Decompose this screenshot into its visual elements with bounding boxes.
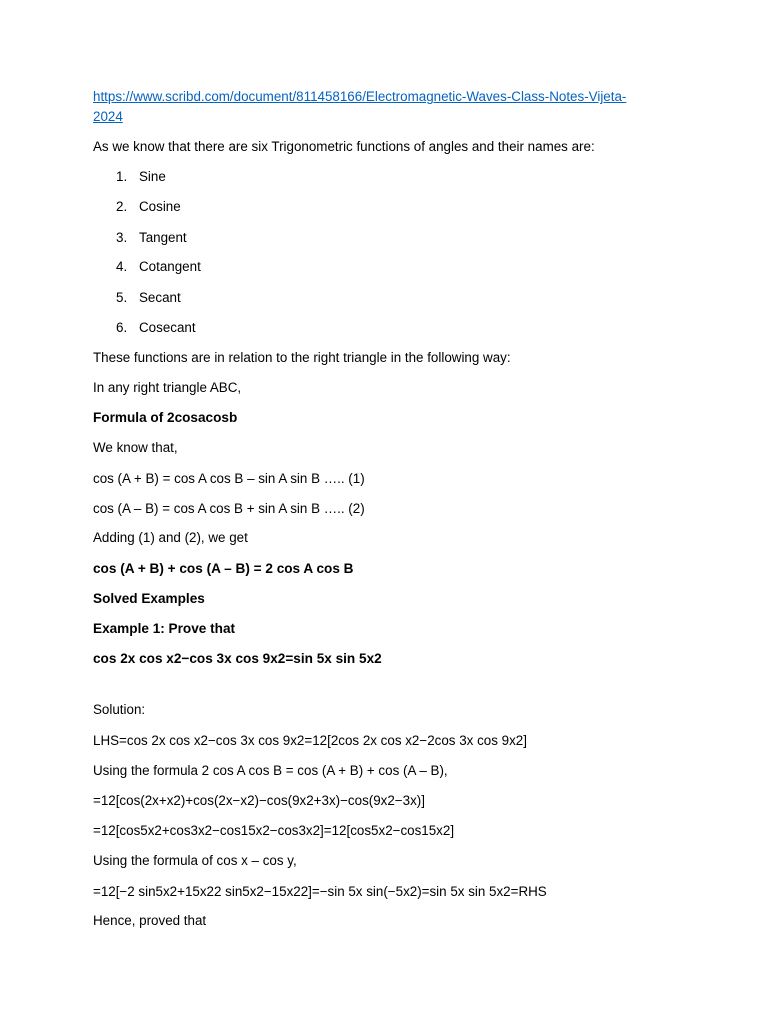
list-number: 6.	[116, 320, 128, 335]
intro-paragraph: As we know that there are six Trigonometric functions of angles and their names are:	[93, 139, 595, 154]
list-number: 1.	[116, 169, 128, 184]
step-2: =12[cos5x2+cos3x2−cos15x2−cos3x2]=12[cos5x2−cos15x2]	[93, 823, 455, 838]
triangle-paragraph: In any right triangle ABC,	[93, 380, 242, 395]
list-item	[116, 288, 181, 308]
lhs-line: LHS=cos 2x cos x2−cos 3x cos 9x2=12[2cos 2x cos x2−2cos 3x cos 9x2]	[93, 733, 527, 748]
hence-text: Hence, proved that	[93, 913, 207, 928]
list-item	[116, 228, 187, 248]
scribd-link[interactable]: https://www.scribd.com/document/811458166/Electromagnetic-Waves-Class-Notes-Vijeta-	[93, 89, 627, 104]
using-formula-1: Using the formula 2 cos A cos B = cos (A + B) + cos (A – B),	[93, 763, 448, 778]
example-1-expression: cos 2x cos x2−cos 3x cos 9x2=sin 5x sin 5x2	[93, 651, 382, 666]
list-text: Cotangent	[139, 259, 201, 274]
list-item	[116, 197, 181, 217]
list-text: Secant	[139, 290, 181, 305]
solution-label: Solution:	[93, 702, 146, 717]
list-item	[116, 257, 201, 277]
scribd-link-continued[interactable]: 2024	[93, 109, 123, 124]
equation-2: cos (A – B) = cos A cos B + sin A sin B ….. (2)	[93, 501, 365, 516]
list-text: Cosecant	[139, 320, 196, 335]
list-number: 3.	[116, 230, 128, 245]
list-text: Cosine	[139, 199, 181, 214]
formula-heading: Formula of 2cosacosb	[93, 410, 238, 425]
equation-1: cos (A + B) = cos A cos B – sin A sin B ….. (1)	[93, 471, 365, 486]
list-number: 5.	[116, 290, 128, 305]
using-formula-2: Using the formula of cos x – cos y,	[93, 853, 297, 868]
list-item	[116, 167, 166, 187]
relation-paragraph: These functions are in relation to the right triangle in the following way:	[93, 350, 511, 365]
adding-text: Adding (1) and (2), we get	[93, 530, 248, 545]
list-text: Sine	[139, 169, 166, 184]
result-formula: cos (A + B) + cos (A – B) = 2 cos A cos B	[93, 561, 354, 576]
list-number: 2.	[116, 199, 128, 214]
list-item	[116, 318, 196, 338]
step-1: =12[cos(2x+x2)+cos(2x−x2)−cos(9x2+3x)−cos(9x2−3x)]	[93, 793, 425, 808]
list-text: Tangent	[139, 230, 187, 245]
solved-examples-heading: Solved Examples	[93, 591, 205, 606]
we-know-text: We know that,	[93, 440, 178, 455]
example-1-heading: Example 1: Prove that	[93, 621, 236, 636]
step-3: =12[−2 sin5x2+15x22 sin5x2−15x22]=−sin 5x sin(−5x2)=sin 5x sin 5x2=RHS	[93, 884, 547, 899]
list-number: 4.	[116, 259, 128, 274]
